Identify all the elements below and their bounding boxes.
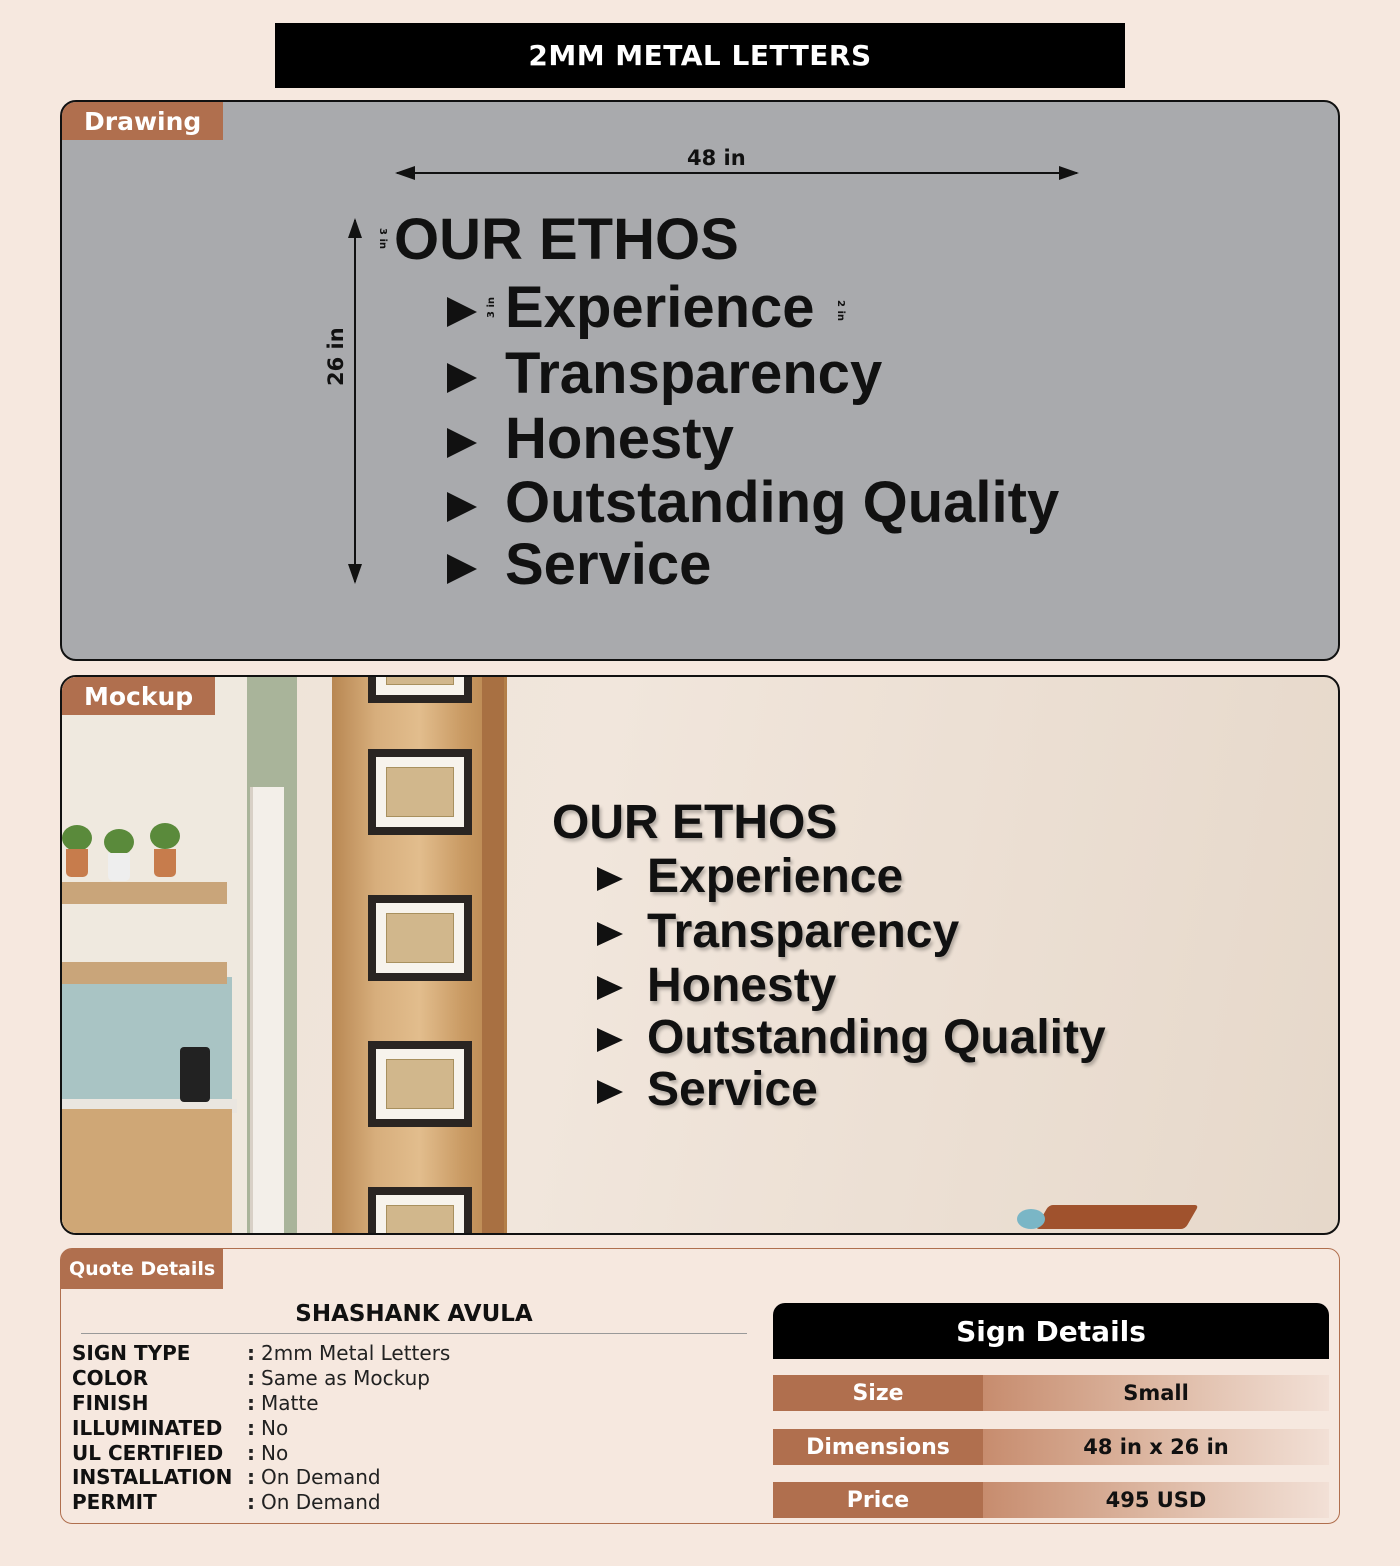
mockup-sign-heading: OUR ETHOS <box>552 796 838 849</box>
spec-key: SIGN TYPE <box>72 1341 191 1366</box>
pot-icon <box>66 849 88 877</box>
drawing-tab: Drawing <box>62 102 223 140</box>
triangle-bullet-icon <box>597 1080 623 1104</box>
spec-value: Matte <box>261 1390 319 1415</box>
triangle-bullet-icon <box>447 428 477 458</box>
picture-frame <box>368 675 472 703</box>
spec-row: FINISH : Matte <box>72 1390 319 1415</box>
pot-icon <box>108 853 130 881</box>
sign-details-row-price <box>773 1482 1329 1518</box>
spec-value: No <box>261 1415 289 1440</box>
spec-row: UL CERTIFIED : No <box>72 1440 289 1465</box>
sign-details-value: Small <box>983 1375 1329 1411</box>
sign-item-text: Service <box>647 1063 818 1116</box>
triangle-bullet-icon <box>597 976 623 1000</box>
triangle-bullet-icon <box>447 554 477 584</box>
room-door <box>250 787 284 1235</box>
sign-details-row-size <box>773 1375 1329 1411</box>
spec-value: 2mm Metal Letters <box>261 1341 451 1366</box>
mockup-panel <box>60 675 1340 1235</box>
sign-details-key: Price <box>773 1482 983 1518</box>
sign-item-text: Honesty <box>647 959 837 1012</box>
drawing-panel <box>60 100 1340 661</box>
spec-list <box>72 1341 450 1515</box>
plant-icon <box>62 825 92 851</box>
sign-item-text: Honesty <box>505 406 734 471</box>
triangle-bullet-icon <box>447 363 477 393</box>
triangle-bullet-icon <box>447 492 477 522</box>
heading-letter-height: 3 in <box>377 228 388 249</box>
room-cabinet <box>62 1109 232 1235</box>
spec-row: PERMIT : On Demand <box>72 1490 381 1515</box>
room-shelf <box>62 962 227 984</box>
quote-details-panel <box>60 1248 1340 1524</box>
spec-value: On Demand <box>261 1465 381 1490</box>
sign-details-title: Sign Details <box>773 1303 1329 1359</box>
mockup-sign-item <box>597 849 903 904</box>
sign-heading: OUR ETHOS <box>394 207 739 272</box>
sign-item-text: Transparency <box>505 341 883 406</box>
sign-item <box>447 340 882 407</box>
spec-row: SIGN TYPE : 2mm Metal Letters <box>72 1341 451 1366</box>
sign-item-text: Transparency <box>647 905 960 958</box>
mockup-sign-item <box>597 1062 818 1117</box>
mockup-sign-item <box>597 958 836 1013</box>
item-letter-depth: 2 in <box>835 300 846 321</box>
spec-key: UL CERTIFIED <box>72 1440 224 1465</box>
mockup-tab: Mockup <box>62 677 215 715</box>
spec-key: COLOR <box>72 1366 149 1391</box>
sign-details-key: Size <box>773 1375 983 1411</box>
flower-icon <box>1017 1209 1045 1229</box>
sign-item-text: Outstanding Quality <box>647 1011 1106 1064</box>
item-letter-height: 3 in <box>486 297 497 318</box>
coffee-machine-icon <box>180 1047 210 1102</box>
spec-key: PERMIT <box>72 1490 157 1515</box>
sign-item <box>447 405 734 472</box>
sign-details-key: Dimensions <box>773 1429 983 1465</box>
customer-name: SHASHANK AVULA <box>81 1301 747 1334</box>
quote-details-tab: Quote Details <box>61 1249 223 1289</box>
triangle-bullet-icon <box>447 297 477 327</box>
height-dimension-arrow <box>354 220 356 582</box>
sign-item-text: Service <box>505 532 712 597</box>
spec-key: INSTALLATION <box>72 1465 233 1490</box>
picture-frame <box>368 1187 472 1235</box>
mockup-sign-item <box>597 904 959 959</box>
sign-item <box>447 531 711 598</box>
width-dimension-label: 48 in <box>687 146 746 170</box>
spec-key: FINISH <box>72 1390 149 1415</box>
mockup-sign-item <box>597 1010 1106 1065</box>
mockup-room-scene <box>62 677 507 1233</box>
spec-value: No <box>261 1440 289 1465</box>
sign-item-text: Experience <box>647 850 904 903</box>
triangle-bullet-icon <box>597 1028 623 1052</box>
triangle-bullet-icon <box>597 867 623 891</box>
triangle-bullet-icon <box>597 922 623 946</box>
plant-icon <box>150 823 180 849</box>
pot-icon <box>154 849 176 877</box>
wood-pillar-edge <box>482 677 504 1233</box>
page-title: 2MM METAL LETTERS <box>275 23 1125 88</box>
sign-details-value: 48 in x 26 in <box>983 1429 1329 1465</box>
picture-frame <box>368 1041 472 1127</box>
room-shelf <box>62 882 227 904</box>
width-dimension-arrow <box>397 172 1077 174</box>
bench <box>1035 1205 1199 1229</box>
picture-frame <box>368 749 472 835</box>
sign-details-value: 495 USD <box>983 1482 1329 1518</box>
sign-item <box>447 469 1059 536</box>
plant-icon <box>104 829 134 855</box>
picture-frame <box>368 895 472 981</box>
spec-row: COLOR : Same as Mockup <box>72 1366 430 1391</box>
height-dimension-label: 26 in <box>324 327 348 386</box>
spec-key: ILLUMINATED <box>72 1415 223 1440</box>
sign-item-text: Experience <box>505 275 815 340</box>
sign-item <box>447 274 815 341</box>
spec-value: On Demand <box>261 1490 381 1515</box>
sign-details-row-dimensions <box>773 1429 1329 1465</box>
spec-value: Same as Mockup <box>261 1366 430 1391</box>
spec-row: ILLUMINATED : No <box>72 1415 289 1440</box>
sign-item-text: Outstanding Quality <box>505 470 1060 535</box>
spec-row: INSTALLATION : On Demand <box>72 1465 381 1490</box>
